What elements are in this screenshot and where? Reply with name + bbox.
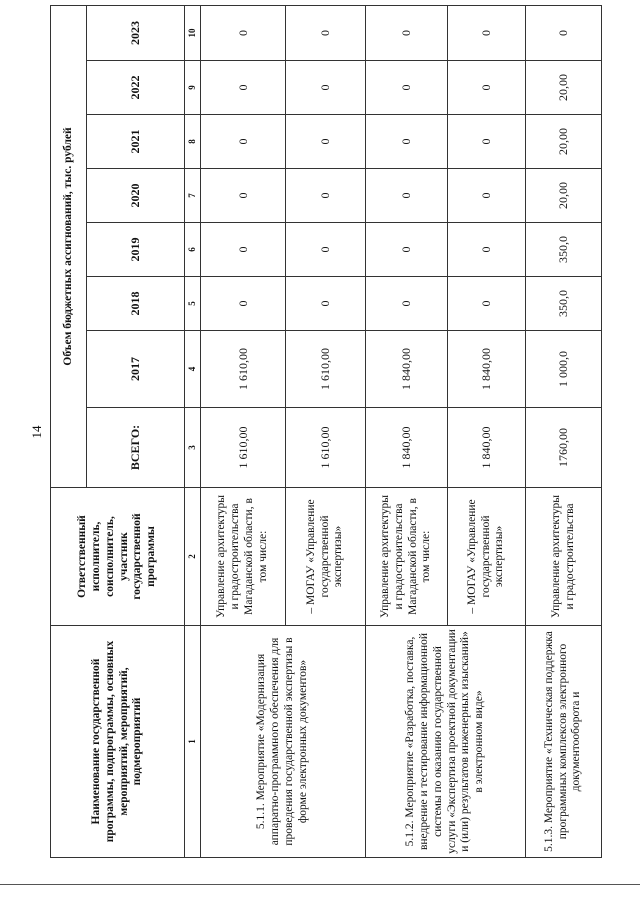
total-cell: 1 610,00 [286, 408, 366, 488]
year-cell: 0 [201, 115, 286, 169]
page-number: 14 [29, 425, 44, 439]
year-cell: 0 [366, 6, 448, 61]
header-year: 2017 [87, 331, 185, 408]
year-cell: 0 [448, 277, 526, 331]
year-cell: 0 [366, 115, 448, 169]
year-cell: 0 [526, 6, 602, 61]
rotated-table-wrapper [50, 6, 610, 858]
year-cell: 0 [286, 223, 366, 277]
year-cell: 1 840,00 [448, 331, 526, 408]
header-year: 2019 [87, 223, 185, 277]
total-cell: 1 610,00 [201, 408, 286, 488]
year-cell: 0 [366, 277, 448, 331]
column-index: 1 [185, 626, 201, 858]
header-budget: Объем бюджетных ассигнований, тыс. рублей [51, 6, 87, 488]
year-cell: 0 [201, 61, 286, 115]
total-cell: 1 840,00 [366, 408, 448, 488]
year-cell: 0 [201, 223, 286, 277]
total-cell: 1760,00 [526, 408, 602, 488]
header-year: 2021 [87, 115, 185, 169]
column-index: 9 [185, 61, 201, 115]
year-cell: 1 610,00 [286, 331, 366, 408]
column-index: 3 [185, 408, 201, 488]
responsible-cell: Управление архитектуры и градостроительства Магаданской области, в том числе: [366, 488, 448, 626]
responsible-cell: Управление архитектуры и градостроительства [526, 488, 602, 626]
index-row [185, 6, 201, 858]
header-year: 2020 [87, 169, 185, 223]
column-index: 2 [185, 488, 201, 626]
year-cell: 1 000,0 [526, 331, 602, 408]
year-cell: 0 [448, 115, 526, 169]
bottom-rule [0, 884, 640, 885]
header-responsible: Ответственный исполнитель, соисполнитель, участник государственной программы [51, 488, 185, 626]
year-cell: 0 [448, 61, 526, 115]
year-cell: 0 [286, 115, 366, 169]
header-row-1 [51, 6, 87, 858]
year-cell: 0 [286, 277, 366, 331]
year-cell: 0 [286, 6, 366, 61]
year-cell: 0 [448, 169, 526, 223]
table-row [201, 6, 286, 858]
responsible-cell: – МОГАУ «Управление государственной экспертизы» [286, 488, 366, 626]
header-total: ВСЕГО: [87, 408, 185, 488]
year-cell: 0 [201, 169, 286, 223]
column-index: 6 [185, 223, 201, 277]
responsible-cell: Управление архитектуры и градостроительства Магаданской области, в том числе: [201, 488, 286, 626]
year-cell: 20,00 [526, 115, 602, 169]
year-cell: 0 [286, 61, 366, 115]
header-year: 2018 [87, 277, 185, 331]
year-cell: 20,00 [526, 61, 602, 115]
year-cell: 20,00 [526, 169, 602, 223]
measure-name: 5.1.2. Мероприятие «Разработка, поставка, внедрение и тестирование информационной системы по оказанию государственной услуги «Экспертиза проектной документации и (или) результатов инженерных изысканий» в электронном виде» [366, 626, 526, 858]
year-cell: 0 [366, 169, 448, 223]
table-row [526, 6, 602, 858]
column-index: 10 [185, 6, 201, 61]
year-cell: 0 [448, 223, 526, 277]
year-cell: 0 [286, 169, 366, 223]
measure-name: 5.1.1. Мероприятие «Модернизация аппаратно-программного обеспечения для проведения государственной экспертизы в форме электронных документов» [201, 626, 366, 858]
budget-table [50, 5, 602, 858]
year-cell: 1 610,00 [201, 331, 286, 408]
year-cell: 350,0 [526, 223, 602, 277]
year-cell: 350,0 [526, 277, 602, 331]
column-index: 8 [185, 115, 201, 169]
year-cell: 0 [366, 223, 448, 277]
responsible-cell: – МОГАУ «Управление государственной экспертизы» [448, 488, 526, 626]
header-name: Наименование государственной программы, подпрограммы, основных мероприятий, мероприятий, подмероприятий [51, 626, 185, 858]
column-index: 5 [185, 277, 201, 331]
year-cell: 0 [201, 6, 286, 61]
year-cell: 0 [201, 277, 286, 331]
year-cell: 1 840,00 [366, 331, 448, 408]
table-row [366, 6, 448, 858]
header-year: 2022 [87, 61, 185, 115]
header-year: 2023 [87, 6, 185, 61]
column-index: 4 [185, 331, 201, 408]
measure-name: 5.1.3. Мероприятие «Техническая поддержка программных комплексов электронного документооборота и [526, 626, 602, 858]
total-cell: 1 840,00 [448, 408, 526, 488]
year-cell: 0 [366, 61, 448, 115]
year-cell: 0 [448, 6, 526, 61]
column-index: 7 [185, 169, 201, 223]
